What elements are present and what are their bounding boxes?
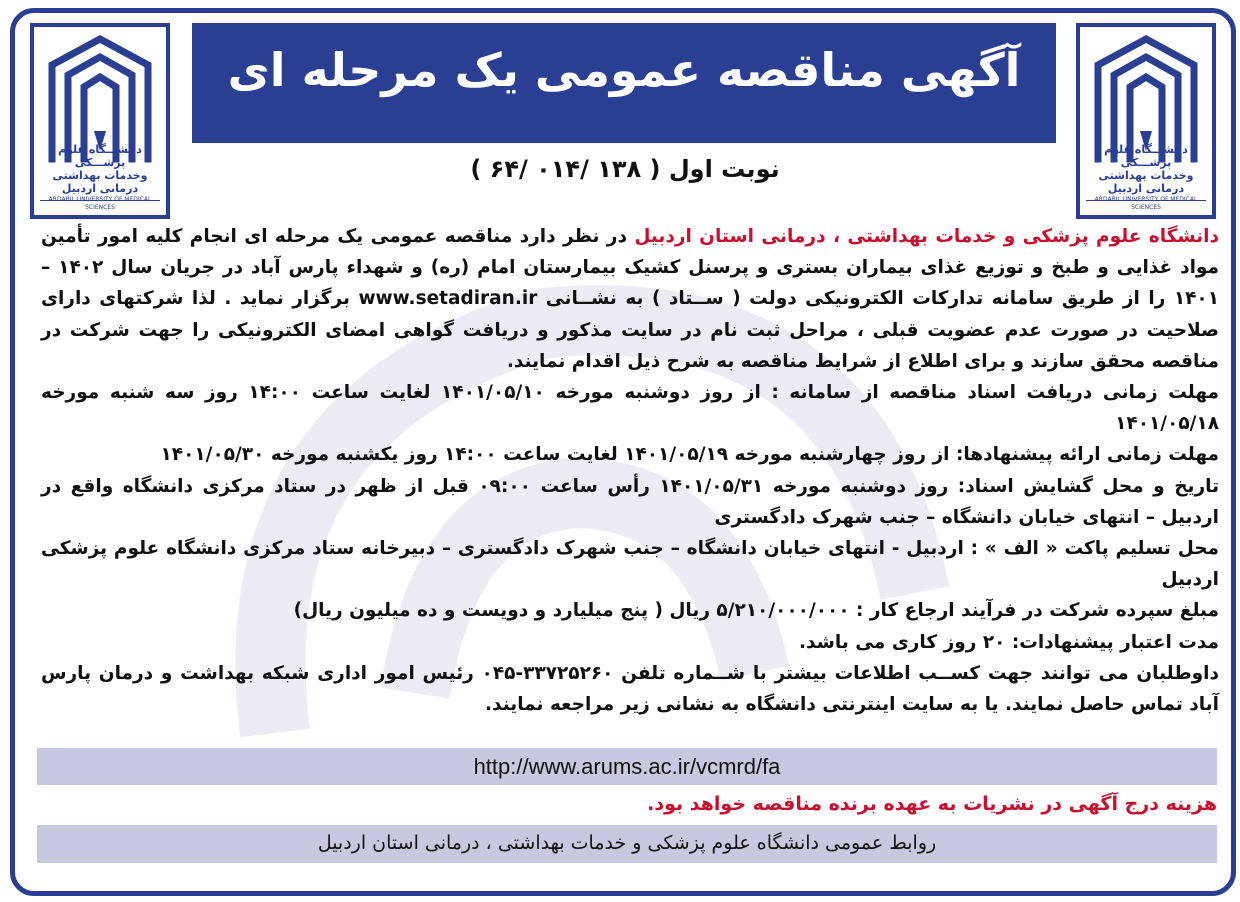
- opening-info: تاریخ و محل گشایش اسناد: روز دوشنبه مورخه ۱۴۰۱/۰۵/۳۱ رأس ساعت ۰۹:۰۰ قبل از ظهر در ستاد مرکزی دانشگاه واقع در اردبیل – انتهای خیابان دانشگاه – جنب شهرک دادگستری: [41, 475, 1220, 528]
- logo-caption-fa: دانشـــگاه علوم پزشـــكی وخدمات بهداشتی درمانی اردبیل: [52, 143, 148, 195]
- offers-deadline: مهلت زمانی ارائه پیشنهادها: از روز چهارشنبه مورخه ۱۴۰۱/۰۵/۱۹ لغایت ساعت ۱۴:۰۰ روز یکشنبه مورخه ۱۴۰۱/۰۵/۳۰: [160, 444, 1219, 466]
- round-number: نوبت اول ( ۱۳۸ /۰۱۴ /۶۴ ): [470, 155, 780, 183]
- contact-info: داوطلبان می توانند جهت کســب اطلاعات بیشتر با شــماره تلفن ۳۳۷۲۵۲۶۰-۰۴۵ رئیس امور اداری شبکه بهداشت و درمان پارس آباد تماس حاصل نمایند. یا به سایت اینترنتی دانشگاه به نشانی زیر مراجعه نمایند.: [41, 662, 1219, 716]
- docs-deadline: مهلت زمانی دریافت اسناد مناقصه از سامانه : از روز دوشنبه مورخه ۱۴۰۱/۰۵/۱۰ لغایت ساعت ۱۴:۰۰ روز سه شنبه مورخه ۱۴۰۱/۰۵/۱۸: [41, 382, 1219, 435]
- intro-paragraph: [41, 221, 1219, 377]
- title-banner: [192, 23, 1056, 143]
- logo-caption-en: ARDABIL UNIVERSITY OF MEDICAL SCIENCES: [48, 196, 152, 211]
- deposit-amount: مبلغ سپرده شرکت در فرآیند ارجاع کار : ۵/۲۱۰/۰۰۰/۰۰۰ ریال ( پنج میلیارد و دویست و ده میلیون ریال): [293, 600, 1219, 622]
- university-url-link[interactable]: http://www.arums.ac.ir/vcmrd/fa: [473, 754, 781, 779]
- notice-body: [41, 221, 1219, 720]
- university-logo-right: [1076, 23, 1216, 219]
- url-banner: [37, 748, 1217, 785]
- organization-name: دانشگاه علوم پزشکی و خدمات بهداشتی ، درمانی استان اردبیل: [634, 226, 1219, 247]
- footer-signature: روابط عمومی دانشگاه علوم پزشکی و خدمات بهداشتی ، درمانی استان اردبیل: [317, 832, 937, 854]
- notice-frame: [10, 8, 1236, 896]
- validity-period: مدت اعتبار پیشنهادات: ۲۰ روز کاری می باشد.: [798, 631, 1219, 653]
- delivery-location: محل تسلیم پاکت « الف » : اردبیل - انتهای خیابان دانشگاه – جنب شهرک دادگستری – دبیرخانه ستاد مرکزی دانشگاه علوم پزشکی اردبیل: [41, 538, 1219, 591]
- footer-banner: [37, 825, 1217, 863]
- notice-title: آگهی مناقصه عمومی یک مرحله ای: [227, 43, 1021, 97]
- university-logo-left: [30, 23, 170, 219]
- intro-text: در نظر دارد مناقصه عمومی یک مرحله ای انجام کلیه امور تأمین مواد غذایی و طبخ و توزیع غذای بیماران بستری و پرسنل کشیک بیمارستان امام (ره) و شهداء پارس آباد در جریان سال ۱۴۰۲ – ۱۴۰۱ را از طریق سامانه تدارکات الکترونیکی دولت ( ســتاد ) به نشــانی www.setadiran.ir برگزار نماید . لذا شرکتهای دارای صلاحیت در صورت عدم عضویت قبلی ، مراحل ثبت نام در سایت مذکور و دریافت گواهی امضای الکترونیکی را جهت شرکت در مناقصه محقق سازند و برای اطلاع از شرایط مناقصه به شرح ذیل اقدام نمایند.: [41, 226, 1219, 372]
- cost-notice: هزینه درج آگهی در نشریات به عهده برنده مناقصه خواهد بود.: [647, 793, 1217, 815]
- logo-caption-en: ARDABIL UNIVERSITY OF MEDICAL SCIENCES: [1094, 196, 1198, 211]
- logo-caption-fa: دانشـــگاه علوم پزشـــكی وخدمات بهداشتی درمانی اردبیل: [1098, 143, 1194, 195]
